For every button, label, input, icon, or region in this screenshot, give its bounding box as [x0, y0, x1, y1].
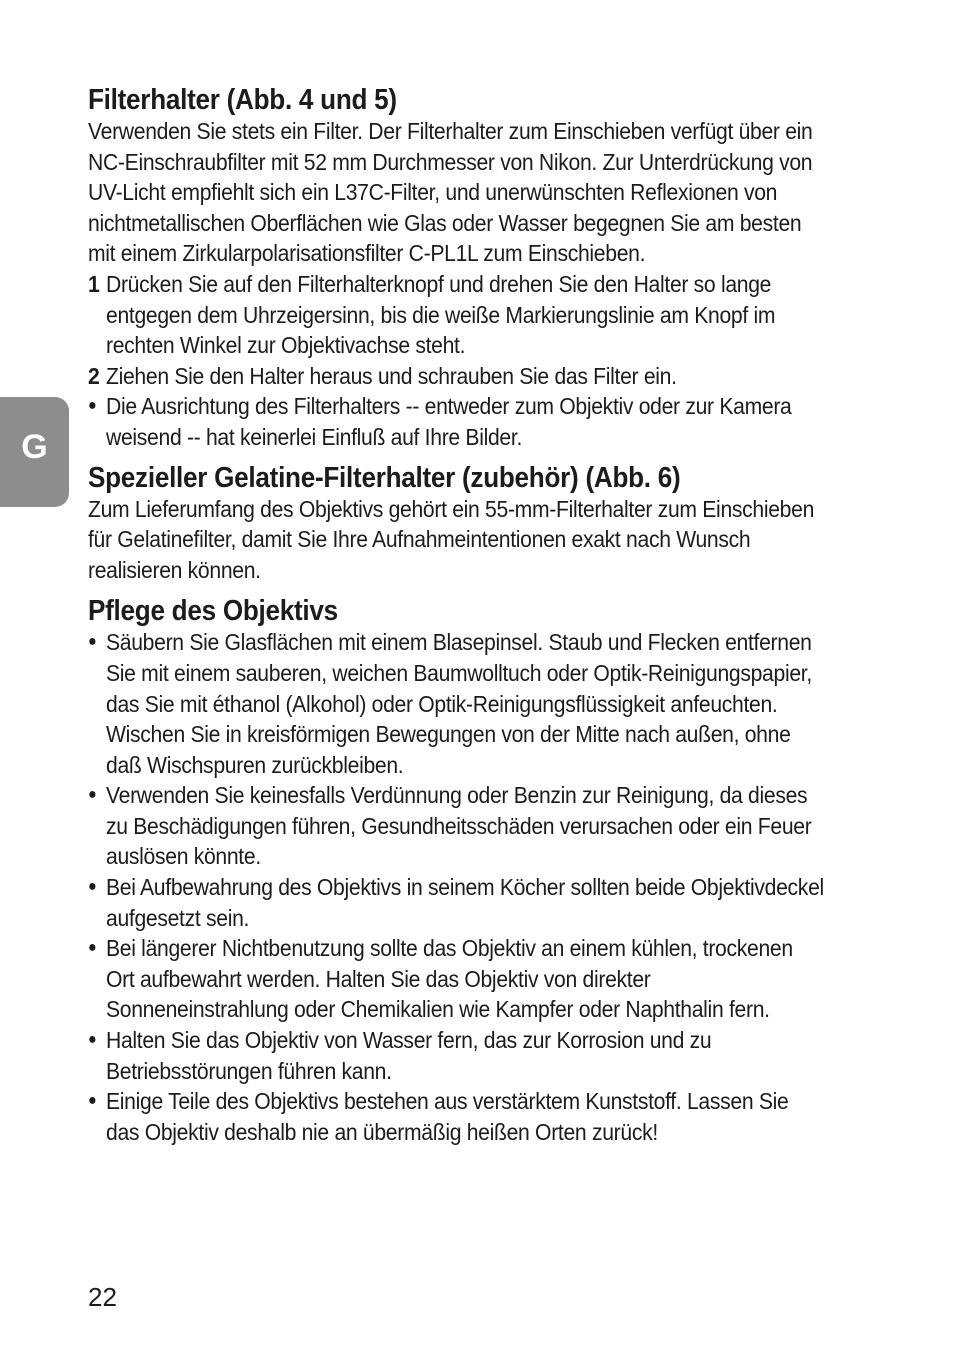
step-number: 1	[88, 270, 100, 297]
language-tab-label: G	[21, 428, 48, 466]
bullet-item	[88, 391, 826, 452]
bullet-item	[88, 780, 826, 872]
bullet-icon	[88, 391, 96, 422]
filterhalter-intro: Verwenden Sie stets ein Filter. Der Filterhalter zum Einschieben verfügt über ein NC-Einschraubfilter mit 52 mm Durchmesser von Nikon. Zur Unterdrückung von UV-Licht empfiehlt sich ein L37C-Filter, und unerwünschten Reflexionen von nichtmetallischen Oberflächen wie Glas oder Wasser begegnen Sie am besten mit einem Zirkularpolarisationsfilter C-PL1L zum Einschieben.	[88, 118, 813, 267]
section-pflege	[88, 595, 826, 1147]
step-number: 2	[88, 362, 100, 389]
bullet-icon	[88, 1025, 96, 1056]
step-text: Ziehen Sie den Halter heraus und schrauben Sie das Filter ein.	[106, 362, 677, 389]
bullet-item	[88, 627, 826, 780]
bullet-text: Einige Teile des Objektivs bestehen aus verstärktem Kunststoff. Lassen Sie das Objektiv deshalb nie an übermäßig heißen Orten zurück!	[106, 1088, 789, 1145]
bullet-text: Bei längerer Nichtbenutzung sollte das Objektiv an einem kühlen, trockenen Ort aufbewahrt werden. Halten Sie das Objektiv von direkter Sonneneinstrahlung oder Chemikalien wie Kampfer oder Naphthalin fern.	[106, 935, 793, 1023]
bullet-item	[88, 933, 826, 1025]
page-content	[88, 84, 826, 1147]
bullet-icon	[88, 780, 96, 811]
section-heading-pflege: Pflege des Objektivs	[88, 595, 338, 628]
bullet-icon	[88, 1086, 96, 1117]
bullet-item	[88, 1086, 826, 1147]
page-number: 22	[88, 1282, 117, 1312]
step-2	[88, 361, 826, 392]
bullet-icon	[88, 933, 96, 964]
step-1	[88, 269, 826, 361]
bullet-text: Verwenden Sie keinesfalls Verdünnung oder Benzin zur Reinigung, da dieses zu Beschädigungen führen, Gesundheitsschäden verursachen oder ein Feuer auslösen könnte.	[106, 782, 812, 870]
step-text: Drücken Sie auf den Filterhalterknopf und drehen Sie den Halter so lange entgegen dem Uhrzeigersinn, bis die weiße Markierungslinie am Knopf im rechten Winkel zur Objektivachse steht.	[106, 270, 776, 359]
bullet-text: Säubern Sie Glasflächen mit einem Blasepinsel. Staub und Flecken entfernen Sie mit einem sauberen, weichen Baumwolltuch oder Optik-Reinigungspapier, das Sie mit éthanol (Alkohol) oder Optik-Reinigungsflüssigkeit anfeuchten. Wischen Sie in kreisförmigen Bewegungen von der Mitte nach außen, ohne daß Wischspuren zurückbleiben.	[106, 629, 812, 778]
bullet-item	[88, 872, 826, 933]
bullet-icon	[88, 872, 96, 903]
bullet-text: Halten Sie das Objektiv von Wasser fern, das zur Korrosion und zu Betriebsstörungen führen kann.	[106, 1027, 712, 1084]
bullet-text: Die Ausrichtung des Filterhalters -- entweder zum Objektiv oder zur Kamera weisend -- hat keinerlei Einfluß auf Ihre Bilder.	[106, 393, 792, 450]
gelatine-text: Zum Lieferumfang des Objektivs gehört ein 55-mm-Filterhalter zum Einschieben für Gelatinefilter, damit Sie Ihre Aufnahmeintentionen exakt nach Wunsch realisieren können.	[88, 495, 815, 583]
bullet-text: Bei Aufbewahrung des Objektivs in seinem Köcher sollten beide Objektivdeckel aufgesetzt sein.	[106, 874, 824, 931]
section-heading-gelatine: Spezieller Gelatine-Filterhalter (zubehör) (Abb. 6)	[88, 461, 681, 494]
language-tab	[0, 397, 69, 507]
section-gelatine	[88, 462, 826, 586]
section-filterhalter	[88, 84, 826, 453]
bullet-icon	[88, 627, 96, 658]
bullet-item	[88, 1025, 826, 1086]
section-heading-filterhalter: Filterhalter (Abb. 4 und 5)	[88, 84, 397, 116]
